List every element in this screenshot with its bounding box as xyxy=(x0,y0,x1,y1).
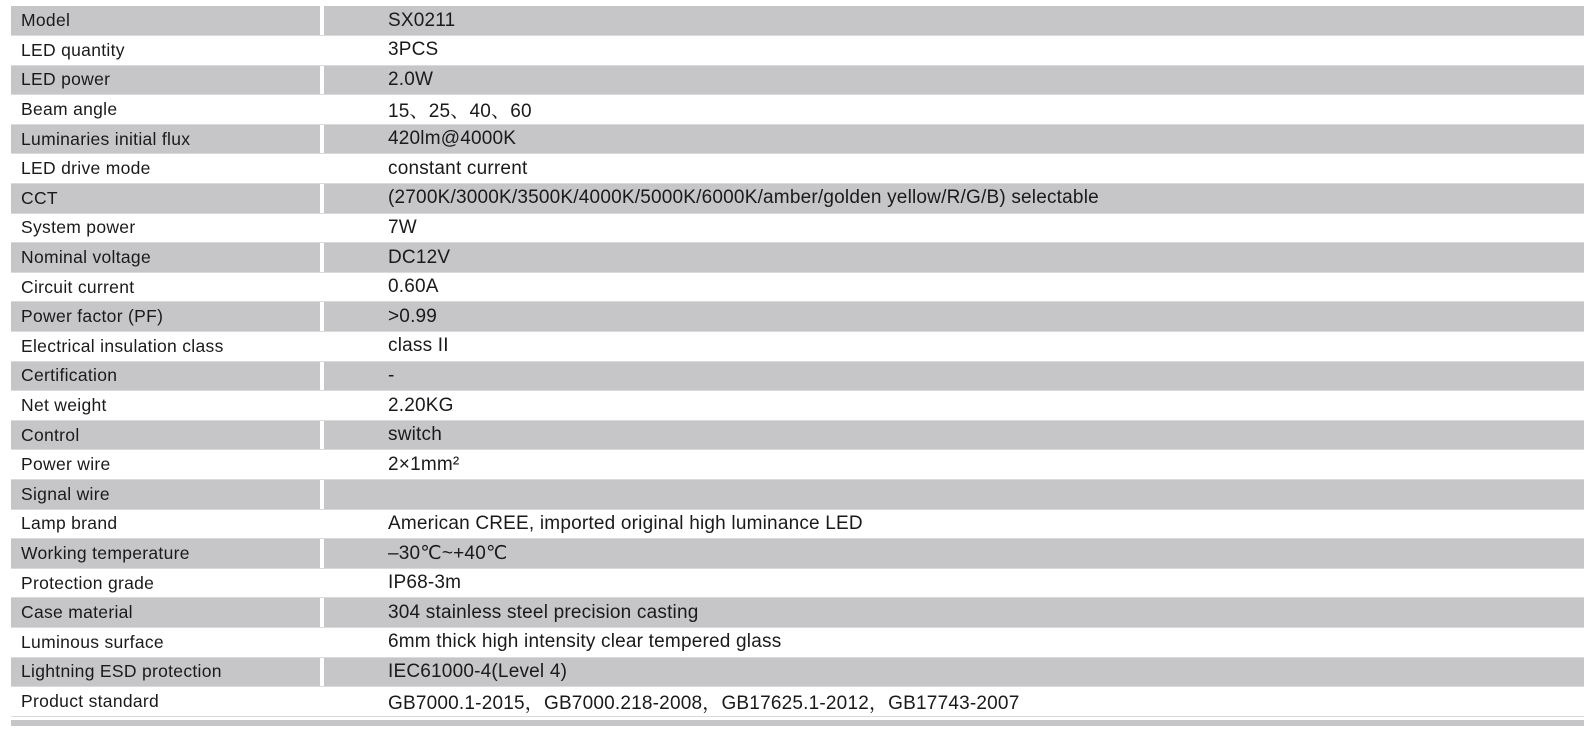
spec-row-insulation-class xyxy=(11,332,1584,362)
spec-label: Electrical insulation class xyxy=(11,332,320,362)
spec-label: System power xyxy=(11,213,320,243)
spec-value: class II xyxy=(324,332,1584,362)
spec-row-drive-mode xyxy=(11,154,1584,184)
spec-value: 304 stainless steel precision casting xyxy=(324,598,1584,628)
spec-value: GB7000.1-2015，GB7000.218-2008，GB17625.1-2012，GB17743-2007 xyxy=(324,687,1584,717)
spec-label: Protection grade xyxy=(11,568,320,598)
spec-label: Working temperature xyxy=(11,539,320,569)
spec-label: Lamp brand xyxy=(11,509,320,539)
spec-table xyxy=(11,6,1584,717)
spec-row-esd-protection xyxy=(11,657,1584,687)
spec-value: 420lm@4000K xyxy=(324,124,1584,154)
spec-label: CCT xyxy=(11,184,320,214)
spec-value: SX0211 xyxy=(324,6,1584,36)
spec-row-led-quantity xyxy=(11,36,1584,66)
spec-row-initial-flux xyxy=(11,124,1584,154)
spec-value: –30℃~+40℃ xyxy=(324,539,1584,569)
spec-label: Luminaries initial flux xyxy=(11,124,320,154)
spec-row-product-standard xyxy=(11,687,1584,717)
spec-value: 2.0W xyxy=(324,65,1584,95)
spec-row-system-power xyxy=(11,213,1584,243)
spec-value: 6mm thick high intensity clear tempered glass xyxy=(324,627,1584,657)
spec-row-model xyxy=(11,6,1584,36)
spec-value: >0.99 xyxy=(324,302,1584,332)
spec-label: Circuit current xyxy=(11,272,320,302)
spec-label: LED quantity xyxy=(11,36,320,66)
spec-label: Power wire xyxy=(11,450,320,480)
spec-row-power-wire xyxy=(11,450,1584,480)
spec-label: Model xyxy=(11,6,320,36)
spec-row-signal-wire xyxy=(11,480,1584,510)
spec-value: switch xyxy=(324,420,1584,450)
spec-value: IP68-3m xyxy=(324,568,1584,598)
spec-label: Signal wire xyxy=(11,480,320,510)
spec-label: Control xyxy=(11,420,320,450)
spec-label: LED drive mode xyxy=(11,154,320,184)
spec-row-luminous-surface xyxy=(11,627,1584,657)
spec-label: Beam angle xyxy=(11,95,320,125)
spec-row-circuit-current xyxy=(11,272,1584,302)
spec-label: Nominal voltage xyxy=(11,243,320,273)
spec-value: 0.60A xyxy=(324,272,1584,302)
spec-row-net-weight xyxy=(11,391,1584,421)
spec-value: IEC61000-4(Level 4) xyxy=(324,657,1584,687)
spec-label: Case material xyxy=(11,598,320,628)
spec-label: Lightning ESD protection xyxy=(11,657,320,687)
spec-value: 7W xyxy=(324,213,1584,243)
spec-value: (2700K/3000K/3500K/4000K/5000K/6000K/amber/golden yellow/R/G/B) selectable xyxy=(324,184,1584,214)
spec-row-beam-angle xyxy=(11,95,1584,125)
spec-row-nominal-voltage xyxy=(11,243,1584,273)
spec-table-body xyxy=(11,6,1584,716)
spec-label: Net weight xyxy=(11,391,320,421)
spec-row-cct xyxy=(11,184,1584,214)
spec-row-led-power xyxy=(11,65,1584,95)
spec-label: LED power xyxy=(11,65,320,95)
spec-value: 3PCS xyxy=(324,36,1584,66)
spec-label: Product standard xyxy=(11,687,320,717)
spec-row-working-temperature xyxy=(11,539,1584,569)
spec-row-protection-grade xyxy=(11,568,1584,598)
spec-label: Certification xyxy=(11,361,320,391)
spec-row-control xyxy=(11,420,1584,450)
spec-value: 2×1mm² xyxy=(324,450,1584,480)
spec-value: constant current xyxy=(324,154,1584,184)
spec-label: Power factor (PF) xyxy=(11,302,320,332)
spec-label: Luminous surface xyxy=(11,627,320,657)
spec-row-lamp-brand xyxy=(11,509,1584,539)
table-bottom-border xyxy=(11,720,1584,726)
spec-value: 15、25、40、60 xyxy=(324,95,1584,125)
spec-value: DC12V xyxy=(324,243,1584,273)
spec-row-certification xyxy=(11,361,1584,391)
spec-row-power-factor xyxy=(11,302,1584,332)
spec-value: American CREE, imported original high luminance LED xyxy=(324,509,1584,539)
spec-value: - xyxy=(324,361,1584,391)
spec-value: 2.20KG xyxy=(324,391,1584,421)
spec-row-case-material xyxy=(11,598,1584,628)
spec-value xyxy=(324,480,1584,510)
